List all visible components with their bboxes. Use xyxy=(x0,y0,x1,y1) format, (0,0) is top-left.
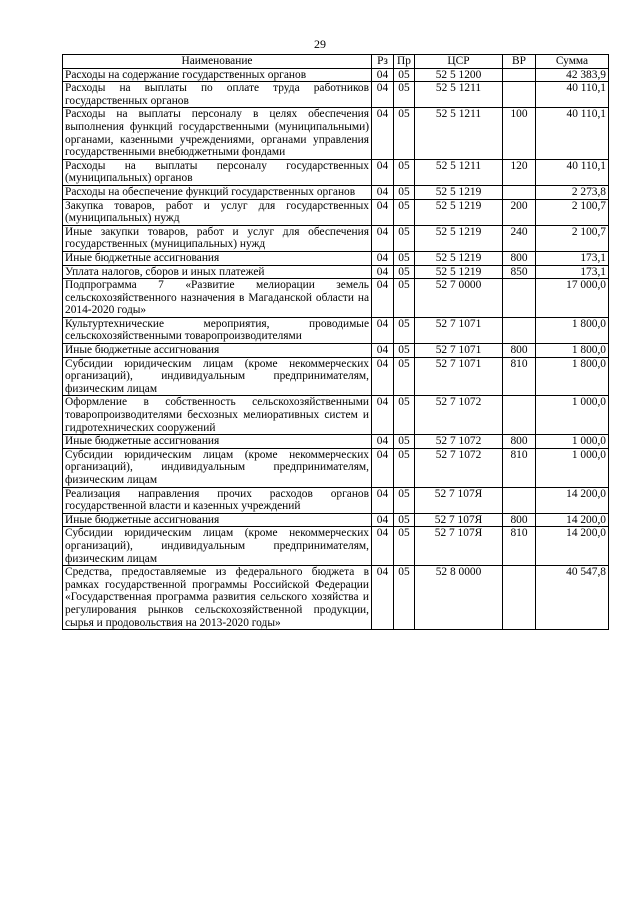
cell-name: Расходы на содержание государственных органов xyxy=(63,68,372,82)
cell-csr: 52 7 0000 xyxy=(415,279,503,318)
page-number: 29 xyxy=(314,37,326,51)
cell-rz: 04 xyxy=(372,396,394,435)
cell-vr xyxy=(503,396,536,435)
cell-name: Иные бюджетные ассигнования xyxy=(63,344,372,358)
cell-csr: 52 5 1211 xyxy=(415,82,503,108)
table-row xyxy=(63,225,609,251)
table-row xyxy=(63,357,609,396)
cell-pr: 05 xyxy=(394,185,415,199)
cell-rz: 04 xyxy=(372,513,394,527)
cell-vr xyxy=(503,185,536,199)
table-row xyxy=(63,199,609,225)
cell-rz: 04 xyxy=(372,435,394,449)
table-row xyxy=(63,513,609,527)
cell-rz: 04 xyxy=(372,448,394,487)
table-header xyxy=(63,55,609,69)
cell-rz: 04 xyxy=(372,566,394,630)
column-header-pr: Пр xyxy=(394,55,415,69)
cell-rz: 04 xyxy=(372,159,394,185)
cell-vr: 120 xyxy=(503,159,536,185)
cell-csr: 52 5 1219 xyxy=(415,199,503,225)
cell-csr: 52 7 1071 xyxy=(415,344,503,358)
cell-pr: 05 xyxy=(394,317,415,343)
cell-name: Субсидии юридическим лицам (кроме некоммерческих организаций), индивидуальным предпринимателям, физическим лицам xyxy=(63,448,372,487)
cell-vr xyxy=(503,317,536,343)
cell-sum: 1 800,0 xyxy=(536,317,609,343)
cell-rz: 04 xyxy=(372,344,394,358)
cell-pr: 05 xyxy=(394,396,415,435)
cell-name: Реализация направления прочих расходов органов государственной власти и казенных учреждений xyxy=(63,487,372,513)
cell-pr: 05 xyxy=(394,251,415,265)
table-row xyxy=(63,82,609,108)
cell-name: Оформление в собственность сельскохозяйственными товаропроизводителями бесхозных мелиоративных систем и гидротехнических сооружений xyxy=(63,396,372,435)
cell-pr: 05 xyxy=(394,225,415,251)
cell-pr: 05 xyxy=(394,108,415,159)
cell-sum: 173,1 xyxy=(536,251,609,265)
cell-csr: 52 7 107Я xyxy=(415,527,503,566)
cell-sum: 14 200,0 xyxy=(536,527,609,566)
cell-vr: 810 xyxy=(503,527,536,566)
cell-sum: 2 100,7 xyxy=(536,225,609,251)
budget-table xyxy=(62,54,609,630)
cell-name: Иные бюджетные ассигнования xyxy=(63,251,372,265)
table-row xyxy=(63,396,609,435)
cell-pr: 05 xyxy=(394,344,415,358)
table-row xyxy=(63,317,609,343)
cell-name: Иные закупки товаров, работ и услуг для обеспечения государственных (муниципальных) нужд xyxy=(63,225,372,251)
table-row xyxy=(63,527,609,566)
cell-pr: 05 xyxy=(394,357,415,396)
cell-name: Субсидии юридическим лицам (кроме некоммерческих организаций), индивидуальным предпринимателям, физическим лицам xyxy=(63,357,372,396)
cell-name: Расходы на выплаты персоналу в целях обеспечения выполнения функций государственными (муниципальными) органами, казенными учреждениями, органами управления государственными внебюджетными фондами xyxy=(63,108,372,159)
table-row xyxy=(63,251,609,265)
cell-vr: 800 xyxy=(503,251,536,265)
cell-name: Средства, предоставляемые из федерального бюджета в рамках государственной программы Российской Федерации «Государственная программа развития сельского хозяйства и регулирования рынков сельскохозяйственной продукции, сырья и продовольствия на 2013-2020 годы» xyxy=(63,566,372,630)
cell-pr: 05 xyxy=(394,513,415,527)
column-header-name: Наименование xyxy=(63,55,372,69)
cell-vr: 800 xyxy=(503,344,536,358)
cell-sum: 40 110,1 xyxy=(536,82,609,108)
table-row xyxy=(63,566,609,630)
table-body xyxy=(63,68,609,630)
cell-vr xyxy=(503,82,536,108)
cell-sum: 14 200,0 xyxy=(536,487,609,513)
cell-pr: 05 xyxy=(394,68,415,82)
column-header-vr: ВР xyxy=(503,55,536,69)
cell-rz: 04 xyxy=(372,82,394,108)
cell-sum: 14 200,0 xyxy=(536,513,609,527)
cell-vr: 850 xyxy=(503,265,536,279)
cell-csr: 52 5 1211 xyxy=(415,159,503,185)
cell-pr: 05 xyxy=(394,82,415,108)
cell-sum: 2 273,8 xyxy=(536,185,609,199)
table-row xyxy=(63,279,609,318)
table-row xyxy=(63,487,609,513)
cell-sum: 173,1 xyxy=(536,265,609,279)
cell-name: Расходы на выплаты персоналу государственных (муниципальных) органов xyxy=(63,159,372,185)
cell-vr: 800 xyxy=(503,513,536,527)
header-row xyxy=(63,55,609,69)
cell-name: Субсидии юридическим лицам (кроме некоммерческих организаций), индивидуальным предпринимателям, физическим лицам xyxy=(63,527,372,566)
table-row xyxy=(63,108,609,159)
cell-csr: 52 5 1219 xyxy=(415,251,503,265)
cell-rz: 04 xyxy=(372,279,394,318)
cell-csr: 52 8 0000 xyxy=(415,566,503,630)
cell-sum: 2 100,7 xyxy=(536,199,609,225)
cell-rz: 04 xyxy=(372,317,394,343)
table-row xyxy=(63,185,609,199)
cell-name: Иные бюджетные ассигнования xyxy=(63,513,372,527)
cell-rz: 04 xyxy=(372,225,394,251)
cell-csr: 52 7 107Я xyxy=(415,513,503,527)
cell-vr: 800 xyxy=(503,435,536,449)
cell-rz: 04 xyxy=(372,527,394,566)
cell-name: Расходы на обеспечение функций государственных органов xyxy=(63,185,372,199)
cell-csr: 52 7 1071 xyxy=(415,317,503,343)
cell-csr: 52 5 1211 xyxy=(415,108,503,159)
cell-pr: 05 xyxy=(394,448,415,487)
table-row xyxy=(63,344,609,358)
cell-sum: 1 000,0 xyxy=(536,448,609,487)
cell-vr xyxy=(503,487,536,513)
cell-rz: 04 xyxy=(372,251,394,265)
cell-rz: 04 xyxy=(372,185,394,199)
cell-pr: 05 xyxy=(394,199,415,225)
cell-csr: 52 5 1200 xyxy=(415,68,503,82)
cell-name: Иные бюджетные ассигнования xyxy=(63,435,372,449)
cell-pr: 05 xyxy=(394,487,415,513)
table-row xyxy=(63,448,609,487)
cell-csr: 52 5 1219 xyxy=(415,185,503,199)
cell-name: Подпрограмма 7 «Развитие мелиорации земель сельскохозяйственного назначения в Магаданской области на 2014-2020 годы» xyxy=(63,279,372,318)
cell-rz: 04 xyxy=(372,487,394,513)
cell-sum: 1 800,0 xyxy=(536,344,609,358)
column-header-rz: Рз xyxy=(372,55,394,69)
cell-csr: 52 7 1072 xyxy=(415,396,503,435)
cell-vr xyxy=(503,566,536,630)
cell-sum: 40 110,1 xyxy=(536,159,609,185)
cell-pr: 05 xyxy=(394,527,415,566)
cell-rz: 04 xyxy=(372,68,394,82)
column-header-sum: Сумма xyxy=(536,55,609,69)
cell-vr: 100 xyxy=(503,108,536,159)
cell-vr xyxy=(503,279,536,318)
cell-rz: 04 xyxy=(372,199,394,225)
column-header-csr: ЦСР xyxy=(415,55,503,69)
cell-pr: 05 xyxy=(394,566,415,630)
cell-vr: 810 xyxy=(503,448,536,487)
cell-rz: 04 xyxy=(372,108,394,159)
cell-rz: 04 xyxy=(372,357,394,396)
table-row xyxy=(63,435,609,449)
cell-csr: 52 5 1219 xyxy=(415,265,503,279)
cell-name: Уплата налогов, сборов и иных платежей xyxy=(63,265,372,279)
cell-sum: 17 000,0 xyxy=(536,279,609,318)
cell-name: Закупка товаров, работ и услуг для государственных (муниципальных) нужд xyxy=(63,199,372,225)
cell-csr: 52 7 107Я xyxy=(415,487,503,513)
cell-sum: 1 000,0 xyxy=(536,396,609,435)
cell-sum: 1 800,0 xyxy=(536,357,609,396)
cell-sum: 40 110,1 xyxy=(536,108,609,159)
cell-sum: 1 000,0 xyxy=(536,435,609,449)
cell-pr: 05 xyxy=(394,279,415,318)
cell-vr xyxy=(503,68,536,82)
cell-rz: 04 xyxy=(372,265,394,279)
cell-pr: 05 xyxy=(394,435,415,449)
cell-vr: 810 xyxy=(503,357,536,396)
cell-name: Расходы на выплаты по оплате труда работников государственных органов xyxy=(63,82,372,108)
cell-pr: 05 xyxy=(394,159,415,185)
cell-csr: 52 5 1219 xyxy=(415,225,503,251)
table-row xyxy=(63,68,609,82)
table-row xyxy=(63,159,609,185)
cell-name: Культуртехнические мероприятия, проводимые сельскохозяйственными товаропроизводителями xyxy=(63,317,372,343)
cell-sum: 40 547,8 xyxy=(536,566,609,630)
cell-csr: 52 7 1072 xyxy=(415,435,503,449)
cell-vr: 200 xyxy=(503,199,536,225)
cell-csr: 52 7 1072 xyxy=(415,448,503,487)
cell-pr: 05 xyxy=(394,265,415,279)
cell-sum: 42 383,9 xyxy=(536,68,609,82)
cell-vr: 240 xyxy=(503,225,536,251)
table-row xyxy=(63,265,609,279)
cell-csr: 52 7 1071 xyxy=(415,357,503,396)
